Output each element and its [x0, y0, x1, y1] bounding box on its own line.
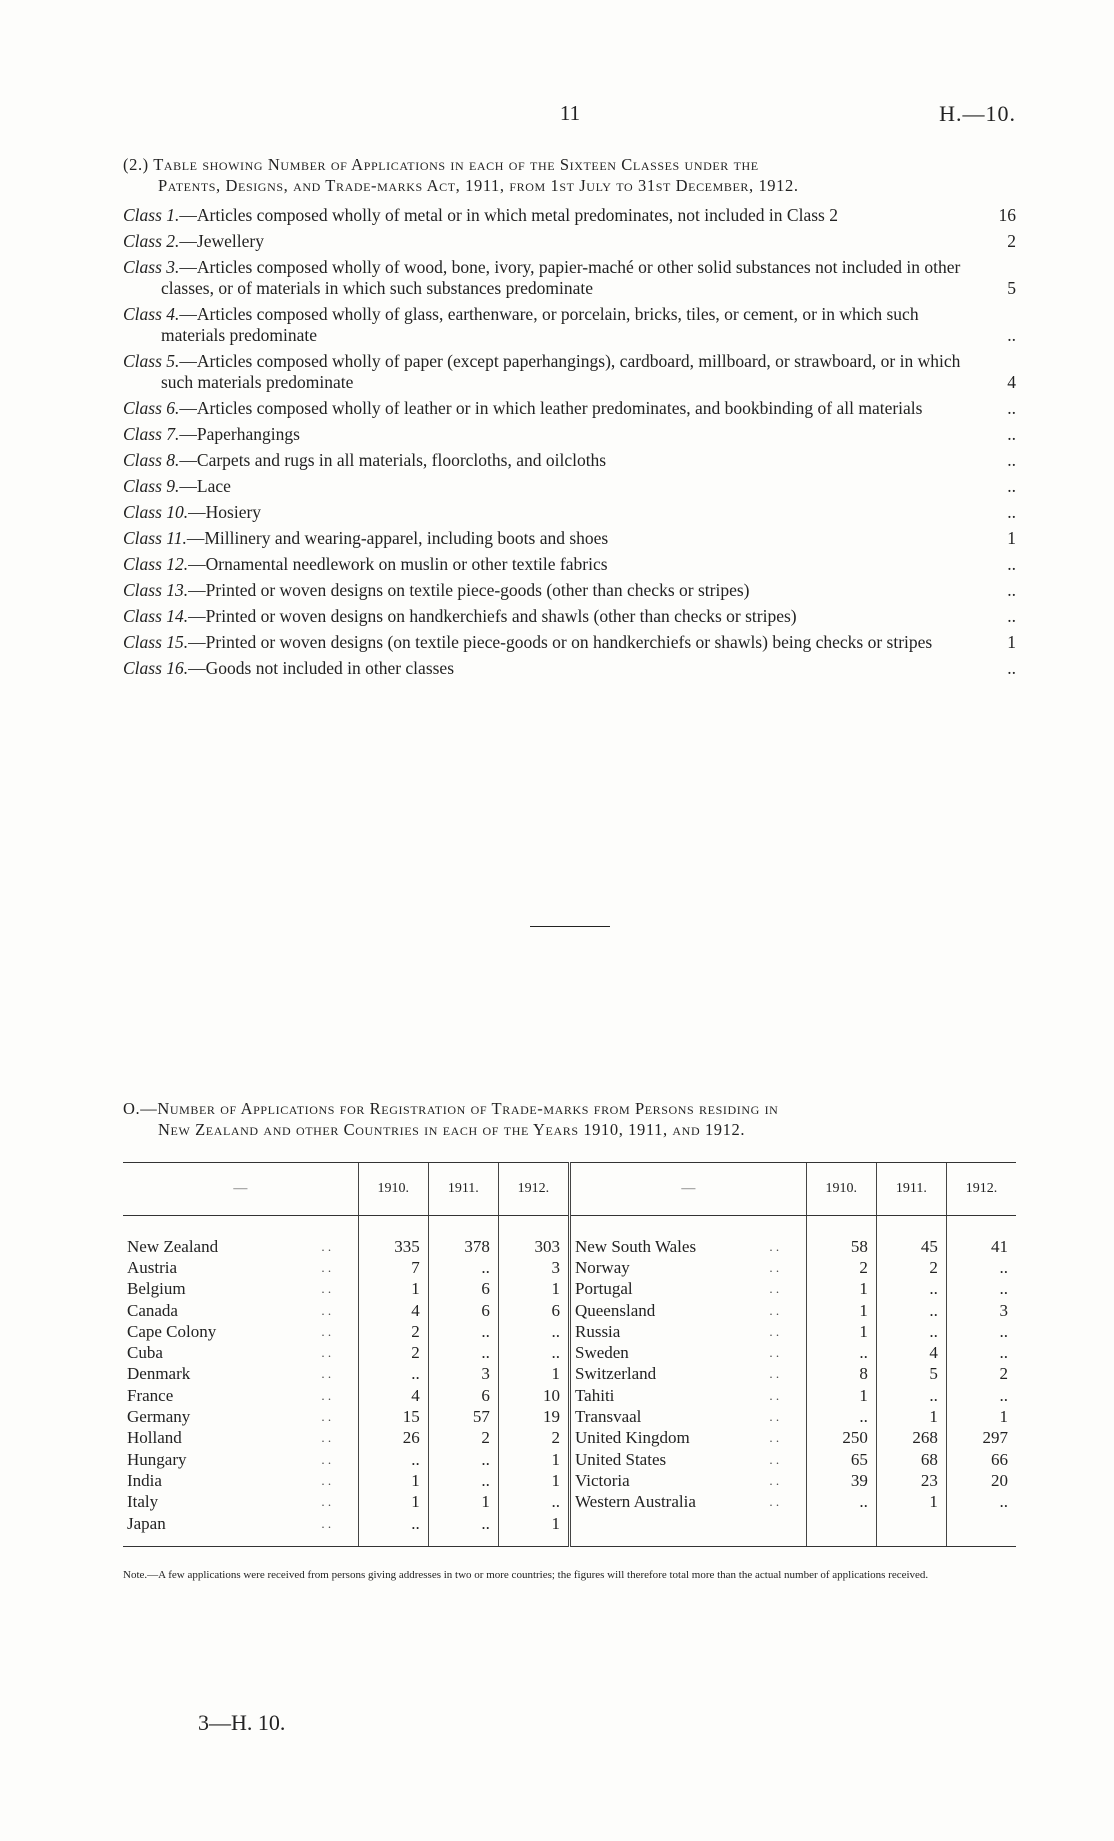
class-count: 1: [1007, 528, 1016, 548]
class-text: —Printed or woven designs on textile piece-goods (other than checks or stripes): [188, 580, 750, 600]
leader-dots: . .: [769, 1323, 780, 1339]
class-label: Class 10.: [123, 502, 189, 522]
year-value: 5: [876, 1364, 946, 1385]
class-text: —Lace: [179, 476, 231, 496]
year-value: 3: [428, 1364, 498, 1385]
leader-dots: . .: [321, 1302, 332, 1318]
year-value: ..: [876, 1385, 946, 1406]
class-label: Class 9.: [123, 476, 180, 496]
country-name: Tahiti: [569, 1385, 765, 1406]
class-count: ..: [1007, 424, 1016, 444]
year-value: 297: [946, 1428, 1016, 1449]
year-value: ..: [428, 1321, 498, 1342]
leader-dots: . .: [769, 1366, 780, 1382]
leader-dots: . .: [321, 1366, 332, 1382]
leader-dots: . .: [321, 1345, 332, 1361]
table-note: Note.—A few applications were received from persons giving addresses in two or more countries; the figures will therefore total more than the actual number of applications received.: [123, 1569, 929, 1581]
year-value: 1: [806, 1385, 876, 1406]
page-reference: H.—10.: [939, 101, 1016, 126]
country-name: New South Wales: [569, 1216, 765, 1258]
class-description: [123, 351, 980, 393]
class-count: 1: [1007, 632, 1016, 652]
year-value: ..: [876, 1279, 946, 1300]
year-value: 65: [806, 1449, 876, 1470]
year-value: 303: [498, 1216, 569, 1258]
trademarks-heading-line-2: New Zealand and other Countries in each of the Years 1910, 1911, and 1912.: [158, 1120, 746, 1139]
country-name: New Zealand: [127, 1236, 219, 1256]
country-name: Austria: [127, 1257, 178, 1277]
leader-dots: . .: [321, 1259, 332, 1275]
country-name: Italy: [127, 1492, 159, 1512]
table-row: [123, 1257, 1016, 1278]
classes-heading-line-1: (2.) Table showing Number of Applications in each of the Sixteen Classes under the: [123, 155, 759, 174]
classes-table-heading: [123, 154, 1016, 196]
leader-dots: . .: [769, 1472, 780, 1488]
country-name: Queensland: [569, 1300, 765, 1321]
year-value: 250: [806, 1428, 876, 1449]
year-value: [946, 1513, 1016, 1547]
year-value: 1: [358, 1279, 428, 1300]
leader-dots: . .: [321, 1238, 332, 1254]
year-value: ..: [946, 1257, 1016, 1278]
class-text: —Goods not included in other classes: [188, 658, 455, 678]
class-description: [123, 231, 980, 252]
class-row: [123, 528, 1016, 549]
year-value: 15: [358, 1406, 428, 1427]
country-name: Cuba: [127, 1343, 163, 1363]
class-text: —Articles composed wholly of wood, bone, ivory, papier-maché or other solid substances not included in other classes, or of materials in which such substances predominate: [161, 257, 961, 298]
class-count: 5: [1007, 278, 1016, 298]
class-count: ..: [1007, 476, 1016, 496]
class-description: [123, 528, 980, 549]
year-value: 7: [358, 1257, 428, 1278]
year-value: ..: [498, 1342, 569, 1363]
country-name: Victoria: [569, 1470, 765, 1491]
year-value: 23: [876, 1470, 946, 1491]
year-value: 1: [358, 1470, 428, 1491]
class-row: [123, 351, 1016, 393]
year-value: 1: [806, 1300, 876, 1321]
class-count: 2: [1007, 231, 1016, 251]
class-description: [123, 606, 980, 627]
class-label: Class 16.: [123, 658, 189, 678]
year-value: ..: [806, 1342, 876, 1363]
year-value: ..: [428, 1470, 498, 1491]
table-row: [123, 1470, 1016, 1491]
year-value: 1: [806, 1279, 876, 1300]
left-country-header: —: [123, 1163, 358, 1216]
section-divider: [530, 926, 610, 927]
class-label: Class 8.: [123, 450, 180, 470]
country-name: Switzerland: [569, 1364, 765, 1385]
leader-dots: . .: [321, 1494, 332, 1510]
class-count: ..: [1007, 450, 1016, 470]
year-value: 6: [428, 1385, 498, 1406]
class-description: [123, 450, 980, 471]
class-text: —Articles composed wholly of leather or in which leather predominates, and bookbinding of all materials: [179, 398, 923, 418]
table-row: [123, 1513, 1016, 1547]
country-name: Japan: [123, 1513, 317, 1547]
class-text: —Articles composed wholly of glass, earthenware, or porcelain, bricks, tiles, or cement, or in which such materials predominate: [161, 304, 919, 345]
country-name: Sweden: [569, 1342, 765, 1363]
year-value: 2: [498, 1428, 569, 1449]
class-row: [123, 450, 1016, 471]
year-value: 3: [498, 1257, 569, 1278]
year-value: 10: [498, 1385, 569, 1406]
leader-dots: . .: [321, 1430, 332, 1446]
year-value: 335: [358, 1216, 428, 1258]
leader-dots: . .: [769, 1451, 780, 1467]
leader-dots: . .: [321, 1472, 332, 1488]
class-description: [123, 476, 980, 497]
table-row: [123, 1364, 1016, 1385]
class-count: ..: [1007, 658, 1016, 678]
year-value: 20: [946, 1470, 1016, 1491]
year-value: ..: [358, 1513, 428, 1547]
class-text: —Printed or woven designs on handkerchiefs and shawls (other than checks or stripes): [188, 606, 797, 626]
year-value: 26: [358, 1428, 428, 1449]
classes-list: [123, 205, 1016, 684]
table-row: [123, 1216, 1016, 1258]
year-value: ..: [946, 1385, 1016, 1406]
year-value: 6: [428, 1300, 498, 1321]
left-header-1910: 1910.: [358, 1163, 428, 1216]
country-name: Western Australia: [569, 1492, 765, 1513]
year-value: 1: [876, 1406, 946, 1427]
class-text: —Paperhangings: [179, 424, 300, 444]
year-value: ..: [358, 1449, 428, 1470]
table-row: [123, 1321, 1016, 1342]
class-text: —Carpets and rugs in all materials, floorcloths, and oilcloths: [179, 450, 607, 470]
leader-dots: [765, 1513, 806, 1547]
class-text: —Ornamental needlework on muslin or other textile fabrics: [188, 554, 608, 574]
year-value: 1: [358, 1492, 428, 1513]
class-row: [123, 554, 1016, 575]
year-value: 2: [428, 1428, 498, 1449]
class-text: —Hosiery: [188, 502, 262, 522]
country-name: [569, 1513, 765, 1547]
leader-dots: . .: [769, 1409, 780, 1425]
year-value: ..: [946, 1492, 1016, 1513]
class-count: ..: [1007, 580, 1016, 600]
class-description: [123, 580, 980, 601]
year-value: 57: [428, 1406, 498, 1427]
class-description: [123, 205, 980, 226]
country-name: United Kingdom: [569, 1428, 765, 1449]
class-label: Class 4.: [123, 304, 180, 324]
year-value: ..: [806, 1406, 876, 1427]
class-description: [123, 398, 980, 419]
year-value: 4: [358, 1385, 428, 1406]
year-value: ..: [876, 1300, 946, 1321]
year-value: ..: [806, 1492, 876, 1513]
leader-dots: . .: [769, 1494, 780, 1510]
year-value: 1: [876, 1492, 946, 1513]
class-count: 4: [1007, 372, 1016, 392]
year-value: 1: [498, 1470, 569, 1491]
year-value: 39: [806, 1470, 876, 1491]
country-name: Portugal: [569, 1279, 765, 1300]
year-value: 3: [946, 1300, 1016, 1321]
class-label: Class 14.: [123, 606, 189, 626]
year-value: 1: [498, 1364, 569, 1385]
year-value: 1: [806, 1321, 876, 1342]
leader-dots: . .: [317, 1513, 358, 1547]
year-value: 68: [876, 1449, 946, 1470]
leader-dots: . .: [321, 1323, 332, 1339]
class-text: —Articles composed wholly of metal or in which metal predominates, not included in Class 2: [179, 205, 838, 225]
country-name: Canada: [127, 1300, 178, 1320]
country-name: Hungary: [127, 1449, 187, 1469]
class-row: [123, 304, 1016, 346]
trademarks-header-row: [123, 1163, 1016, 1216]
year-value: ..: [498, 1321, 569, 1342]
class-row: [123, 502, 1016, 523]
class-description: [123, 304, 980, 346]
table-row: [123, 1300, 1016, 1321]
class-label: Class 2.: [123, 231, 180, 251]
leader-dots: . .: [321, 1387, 332, 1403]
class-text: —Printed or woven designs (on textile piece-goods or on handkerchiefs or shawls) being checks or stripes: [188, 632, 933, 652]
country-name: United States: [569, 1449, 765, 1470]
leader-dots: . .: [769, 1238, 780, 1254]
right-header-1911: 1911.: [876, 1163, 946, 1216]
trademarks-heading-line-1: O.—Number of Applications for Registration of Trade-marks from Persons residing in: [123, 1099, 779, 1118]
year-value: 8: [806, 1364, 876, 1385]
table-row: [123, 1385, 1016, 1406]
country-name: Russia: [569, 1321, 765, 1342]
class-count: ..: [1007, 554, 1016, 574]
table-row: [123, 1428, 1016, 1449]
right-header-1912: 1912.: [946, 1163, 1016, 1216]
year-value: ..: [946, 1279, 1016, 1300]
country-name: Norway: [569, 1257, 765, 1278]
left-header-1912: 1912.: [498, 1163, 569, 1216]
right-country-header: —: [569, 1163, 806, 1216]
year-value: 378: [428, 1216, 498, 1258]
class-text: —Articles composed wholly of paper (except paperhangings), cardboard, millboard, or strawboard, or in which such materials predominate: [161, 351, 961, 392]
year-value: 2: [876, 1257, 946, 1278]
year-value: 1: [498, 1513, 569, 1547]
country-name: Denmark: [127, 1364, 191, 1384]
year-value: [806, 1513, 876, 1547]
country-name: Holland: [127, 1428, 182, 1448]
year-value: 6: [498, 1300, 569, 1321]
left-header-1911: 1911.: [428, 1163, 498, 1216]
class-description: [123, 658, 980, 679]
leader-dots: . .: [769, 1345, 780, 1361]
trademarks-table: [123, 1162, 1016, 1547]
year-value: ..: [946, 1342, 1016, 1363]
class-row: [123, 632, 1016, 653]
year-value: ..: [428, 1342, 498, 1363]
leader-dots: . .: [321, 1281, 332, 1297]
year-value: 1: [428, 1492, 498, 1513]
right-header-1910: 1910.: [806, 1163, 876, 1216]
leader-dots: . .: [769, 1302, 780, 1318]
class-count: ..: [1007, 325, 1016, 345]
class-description: [123, 502, 980, 523]
year-value: ..: [876, 1321, 946, 1342]
year-value: 1: [946, 1406, 1016, 1427]
year-value: 41: [946, 1216, 1016, 1258]
class-row: [123, 580, 1016, 601]
class-count: 16: [998, 205, 1016, 225]
class-label: Class 11.: [123, 528, 187, 548]
classes-heading-line-2: Patents, Designs, and Trade-marks Act, 1911, from 1st July to 31st December, 1912.: [158, 176, 799, 195]
table-row: [123, 1342, 1016, 1363]
class-row: [123, 476, 1016, 497]
country-name: India: [127, 1470, 162, 1490]
year-value: 2: [946, 1364, 1016, 1385]
year-value: 4: [358, 1300, 428, 1321]
year-value: 66: [946, 1449, 1016, 1470]
class-label: Class 6.: [123, 398, 180, 418]
year-value: 19: [498, 1406, 569, 1427]
year-value: 6: [428, 1279, 498, 1300]
year-value: 2: [806, 1257, 876, 1278]
country-name: Transvaal: [569, 1406, 765, 1427]
class-label: Class 1.: [123, 205, 180, 225]
year-value: 268: [876, 1428, 946, 1449]
year-value: 1: [498, 1449, 569, 1470]
class-label: Class 7.: [123, 424, 180, 444]
table-row: [123, 1492, 1016, 1513]
leader-dots: . .: [769, 1430, 780, 1446]
class-text: —Jewellery: [179, 231, 264, 251]
year-value: [876, 1513, 946, 1547]
trademarks-table-heading: [123, 1098, 1016, 1140]
table-row: [123, 1279, 1016, 1300]
year-value: 2: [358, 1321, 428, 1342]
year-value: 1: [498, 1279, 569, 1300]
class-description: [123, 632, 980, 653]
year-value: 2: [358, 1342, 428, 1363]
year-value: 4: [876, 1342, 946, 1363]
class-description: [123, 554, 980, 575]
page-footer: 3—H. 10.: [198, 1710, 286, 1735]
country-name: France: [127, 1385, 174, 1405]
class-label: Class 3.: [123, 257, 180, 277]
year-value: ..: [428, 1513, 498, 1547]
year-value: ..: [358, 1364, 428, 1385]
year-value: ..: [428, 1257, 498, 1278]
leader-dots: . .: [321, 1409, 332, 1425]
leader-dots: . .: [769, 1281, 780, 1297]
year-value: ..: [498, 1492, 569, 1513]
year-value: ..: [428, 1449, 498, 1470]
leader-dots: . .: [769, 1259, 780, 1275]
country-name: Belgium: [127, 1279, 186, 1299]
class-row: [123, 398, 1016, 419]
class-row: [123, 658, 1016, 679]
class-label: Class 12.: [123, 554, 189, 574]
leader-dots: . .: [321, 1451, 332, 1467]
class-label: Class 15.: [123, 632, 189, 652]
year-value: 45: [876, 1216, 946, 1258]
country-name: Cape Colony: [127, 1321, 217, 1341]
class-description: [123, 424, 980, 445]
class-count: ..: [1007, 502, 1016, 522]
class-text: —Millinery and wearing-apparel, including boots and shoes: [186, 528, 609, 548]
table-row: [123, 1406, 1016, 1427]
class-row: [123, 257, 1016, 299]
class-row: [123, 205, 1016, 226]
country-name: Germany: [127, 1407, 191, 1427]
year-value: 58: [806, 1216, 876, 1258]
year-value: ..: [946, 1321, 1016, 1342]
class-label: Class 5.: [123, 351, 180, 371]
class-count: ..: [1007, 606, 1016, 626]
leader-dots: . .: [769, 1387, 780, 1403]
page-number: 11: [559, 101, 581, 125]
class-row: [123, 424, 1016, 445]
class-row: [123, 606, 1016, 627]
table-row: [123, 1449, 1016, 1470]
class-label: Class 13.: [123, 580, 189, 600]
class-description: [123, 257, 980, 299]
class-count: ..: [1007, 398, 1016, 418]
class-row: [123, 231, 1016, 252]
